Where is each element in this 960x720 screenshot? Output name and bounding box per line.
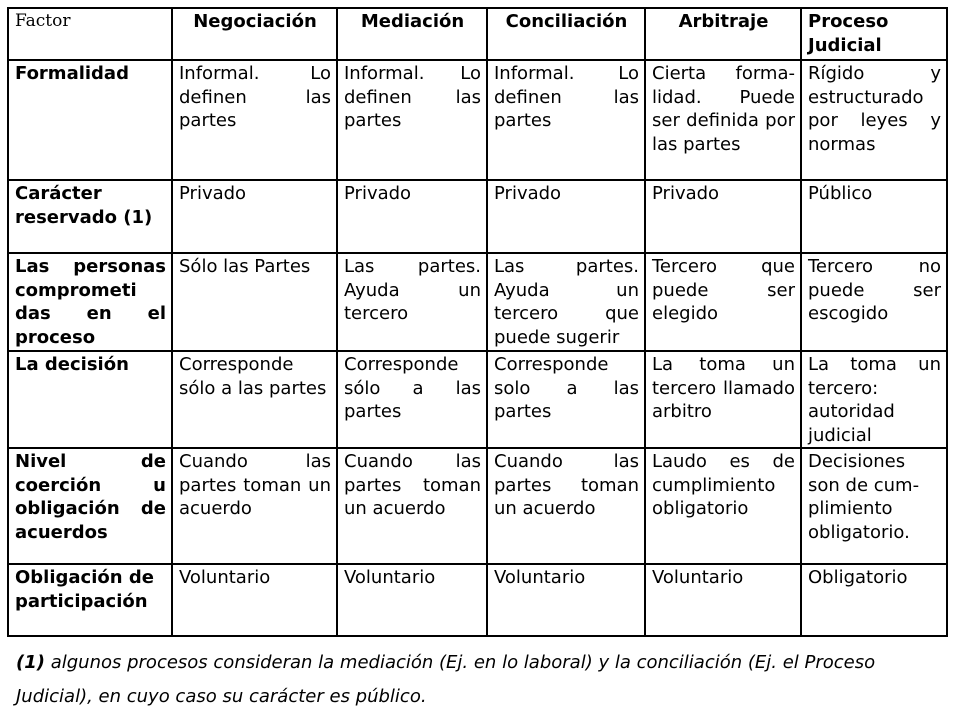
table-row-la-decision — [8, 351, 947, 448]
cell-conciliacion: Corresponde solo a las partes — [487, 351, 645, 448]
cell-arbitraje: Laudo es de cumplimiento obligatorio — [645, 448, 801, 564]
header-arbitraje: Arbitraje — [645, 8, 801, 60]
table-header-row — [8, 8, 947, 60]
table-row-formalidad — [8, 60, 947, 180]
row-label: Las personas comprometi das en el proceso — [8, 253, 172, 351]
cell-arbitraje: Voluntario — [645, 564, 801, 636]
header-conciliacion: Conciliación — [487, 8, 645, 60]
cell-negociacion: Corresponde sólo a las partes — [172, 351, 337, 448]
row-label: Carácter reservado (1) — [8, 180, 172, 253]
cell-conciliacion: Voluntario — [487, 564, 645, 636]
cell-arbitraje: Tercero que puede ser elegido — [645, 253, 801, 351]
cell-negociacion: Privado — [172, 180, 337, 253]
cell-arbitraje: Privado — [645, 180, 801, 253]
cell-proceso-judicial: Rígido y estructurado por leyes y normas — [801, 60, 947, 180]
cell-mediacion: Informal. Lo definen las partes — [337, 60, 487, 180]
table-row-obligacion-participacion — [8, 564, 947, 636]
cell-mediacion: Privado — [337, 180, 487, 253]
cell-arbitraje: Cierta forma-lidad. Puede ser definida por las partes — [645, 60, 801, 180]
cell-negociacion: Voluntario — [172, 564, 337, 636]
cell-negociacion: Cuando las partes toman un acuerdo — [172, 448, 337, 564]
table-row-nivel-coercion — [8, 448, 947, 564]
cell-negociacion: Sólo las Partes — [172, 253, 337, 351]
table-row-personas-comprometidas — [8, 253, 947, 351]
cell-mediacion: Cuando las partes toman un acuerdo — [337, 448, 487, 564]
cell-conciliacion: Informal. Lo definen las partes — [487, 60, 645, 180]
row-label: Obligación de participación — [8, 564, 172, 636]
row-label: Nivel de coerción u obligación de acuerdos — [8, 448, 172, 564]
cell-proceso-judicial: La toma un tercero: autoridad judicial — [801, 351, 947, 448]
header-proceso-judicial: Proceso Judicial — [801, 8, 947, 60]
cell-arbitraje: La toma un tercero llamado arbitro — [645, 351, 801, 448]
comparison-table — [7, 7, 948, 637]
row-label: Formalidad — [8, 60, 172, 180]
footnote-text: algunos procesos consideran la mediación (Ej. en lo laboral) y la conciliación (Ej. el Proceso Judicial), en cuyo caso su carácter es público. — [16, 652, 876, 707]
header-factor: Factor — [8, 8, 172, 60]
cell-conciliacion: Las partes. Ayuda un tercero que puede sugerir — [487, 253, 645, 351]
footnote — [16, 646, 946, 714]
cell-conciliacion: Privado — [487, 180, 645, 253]
cell-proceso-judicial: Decisiones son de cum-plimiento obligatorio. — [801, 448, 947, 564]
cell-mediacion: Las partes. Ayuda un tercero — [337, 253, 487, 351]
table-row-caracter-reservado — [8, 180, 947, 253]
footnote-marker: (1) — [16, 652, 45, 673]
cell-proceso-judicial: Público — [801, 180, 947, 253]
cell-mediacion: Voluntario — [337, 564, 487, 636]
header-negociacion: Negociación — [172, 8, 337, 60]
cell-proceso-judicial: Tercero no puede ser escogido — [801, 253, 947, 351]
cell-mediacion: Corresponde sólo a las partes — [337, 351, 487, 448]
row-label: La decisión — [8, 351, 172, 448]
cell-conciliacion: Cuando las partes toman un acuerdo — [487, 448, 645, 564]
header-mediacion: Mediación — [337, 8, 487, 60]
cell-negociacion: Informal. Lo definen las partes — [172, 60, 337, 180]
cell-proceso-judicial: Obligatorio — [801, 564, 947, 636]
